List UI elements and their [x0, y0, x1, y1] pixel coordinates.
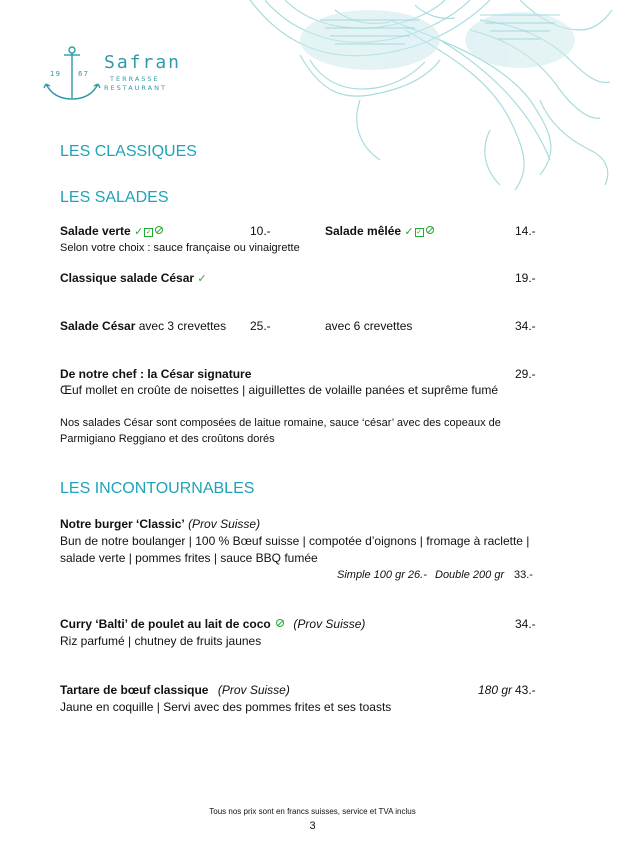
item-name: Salade César [60, 319, 136, 333]
gluten-free-icon [426, 226, 434, 234]
vegan-icon: ✓ [416, 229, 423, 236]
item-price: 29.- [515, 367, 536, 381]
item-name: De notre chef : la César signature [60, 367, 252, 381]
jellyfish-illustration [240, 0, 625, 200]
vegetarian-icon: ✓ [197, 273, 207, 285]
page-number: 3 [309, 820, 316, 832]
logo-year-left: 19 [50, 70, 61, 78]
item-description-line2: salade verte | pommes frites | sauce BBQ fumée [60, 551, 318, 565]
item-name: Tartare de bœuf classique [60, 683, 209, 697]
menu-item-salade-melee [325, 224, 434, 239]
item-price: 14.- [515, 224, 536, 238]
item-description: Riz parfumé | chutney de fruits jaunes [60, 634, 262, 648]
item-name: Salade mêlée [325, 224, 402, 238]
menu-item-tartare [60, 683, 290, 697]
burger-simple-price: Simple 100 gr 26.- [337, 569, 427, 581]
vegetarian-icon: ✓ [404, 226, 414, 238]
gluten-free-icon [276, 619, 284, 627]
menu-item-salade-cesar [60, 319, 226, 333]
cesar-note-line1: Nos salades César sont composées de laitue romaine, sauce ‘césar’ avec des copeaux de [60, 417, 501, 429]
burger-double-price: 33.- [514, 569, 533, 581]
menu-item-salade-verte [60, 224, 163, 239]
item-description: Jaune en coquille | Servi avec des pommes frites et ses toasts [60, 700, 392, 714]
item-origin: (Prov Suisse) [188, 517, 261, 531]
logo-year-right: 67 [78, 70, 89, 78]
logo-name: Safran [104, 52, 182, 73]
item-option: avec 3 crevettes [138, 319, 227, 333]
cesar-note-line2: Parmigiano Reggiano et des croûtons dorés [60, 433, 275, 445]
item-name: Salade verte [60, 224, 131, 238]
item-weight: 180 gr [478, 683, 513, 697]
item-name: Notre burger ‘Classic’ [60, 517, 185, 531]
menu-item-burger [60, 517, 260, 531]
section-incontournables: LES INCONTOURNABLES [60, 480, 255, 497]
item-price: 34.- [515, 617, 536, 631]
item-option: avec 6 crevettes [325, 319, 413, 333]
item-price: 43.- [515, 683, 536, 697]
vegan-icon: ✓ [145, 229, 152, 236]
logo-line1: TERRASSE [110, 75, 160, 83]
item-description: Selon votre choix : sauce française ou vinaigrette [60, 242, 300, 254]
burger-double-label: Double 200 gr [435, 569, 505, 581]
gluten-free-icon [155, 226, 163, 234]
item-price: 19.- [515, 271, 536, 285]
footer-note: Tous nos prix sont en francs suisses, service et TVA inclus [209, 807, 416, 816]
vegetarian-icon: ✓ [134, 226, 144, 238]
item-origin: (Prov Suisse) [217, 683, 290, 697]
menu-item-cesar-classique [60, 271, 207, 286]
item-price: 10.- [250, 224, 271, 238]
item-price: 34.- [515, 319, 536, 333]
section-classiques: LES CLASSIQUES [60, 143, 197, 160]
logo [42, 44, 192, 104]
item-origin: (Prov Suisse) [293, 617, 366, 631]
item-description: Œuf mollet en croûte de noisettes | aiguillettes de volaille panées et suprême fumé [60, 383, 499, 397]
menu-item-curry [60, 617, 365, 631]
section-salades: LES SALADES [60, 189, 169, 206]
item-price: 25.- [250, 319, 271, 333]
logo-line2: RESTAURANT [104, 84, 167, 92]
item-name: Classique salade César [60, 271, 195, 285]
item-description-line1: Bun de notre boulanger | 100 % Bœuf suisse | compotée d’oignons | fromage à raclette | [60, 534, 530, 548]
item-name: Curry ‘Balti’ de poulet au lait de coco [60, 617, 271, 631]
